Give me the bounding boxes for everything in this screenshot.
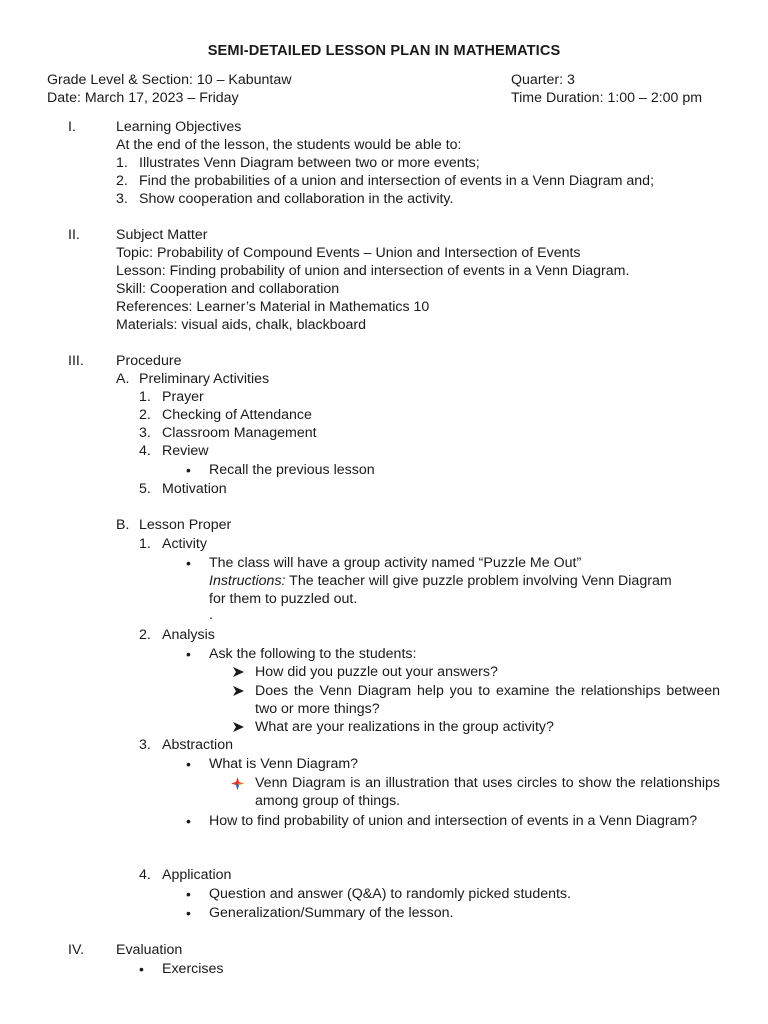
instructions-label: Instructions: — [209, 573, 286, 589]
objective-text: Illustrates Venn Diagram between two or more events; — [139, 155, 480, 171]
section-numeral-iv: IV. — [68, 942, 85, 958]
analysis-question: How did you puzzle out your answers? — [255, 664, 498, 680]
subject-heading: Subject Matter — [116, 227, 208, 243]
activity-instructions — [209, 572, 672, 590]
objectives-heading: Learning Objectives — [116, 119, 242, 135]
item-text: Classroom Management — [162, 425, 317, 441]
activity-bullet-text: The class will have a group activity named “Puzzle Me Out” — [209, 555, 582, 571]
bullet-icon: • — [186, 462, 191, 478]
item-number: 3. — [139, 425, 151, 441]
abstraction-question: What is Venn Diagram? — [209, 756, 359, 772]
item-text: Review — [162, 443, 209, 459]
item-text: Checking of Attendance — [162, 407, 312, 423]
application-bullet-text: Generalization/Summary of the lesson. — [209, 905, 454, 921]
evaluation-bullet-text: Exercises — [162, 961, 224, 977]
arrow-bullet-icon — [233, 722, 245, 732]
application-label: Application — [162, 867, 232, 883]
four-point-star-icon — [231, 777, 244, 790]
bullet-icon: • — [186, 905, 191, 921]
evaluation-heading: Evaluation — [116, 942, 183, 958]
section-numeral-iii: III. — [68, 353, 84, 369]
subject-materials: Materials: visual aids, chalk, blackboard — [116, 317, 366, 333]
application-bullet-text: Question and answer (Q&A) to randomly picked students. — [209, 886, 571, 902]
bullet-icon: • — [186, 813, 191, 829]
procedure-heading: Procedure — [116, 353, 182, 369]
item-number: 1. — [139, 536, 151, 552]
arrow-bullet-icon — [233, 667, 245, 677]
item-number: 2. — [139, 627, 151, 643]
item-text: Motivation — [162, 481, 227, 497]
abstraction-question: How to find probability of union and intersection of events in a Venn Diagram? — [209, 813, 698, 829]
item-number: 5. — [139, 481, 151, 497]
venn-definition: Venn Diagram is an illustration that uses circles to show the relationships among group of things. — [255, 775, 720, 809]
arrow-bullet-icon — [233, 686, 245, 696]
lesson-proper-heading: Lesson Proper — [139, 517, 232, 533]
activity-label: Activity — [162, 536, 207, 552]
analysis-bullet-text: Ask the following to the students: — [209, 646, 417, 662]
objective-text: Show cooperation and collaboration in the activity. — [139, 191, 454, 207]
bullet-icon: • — [186, 756, 191, 772]
bullet-icon: • — [186, 646, 191, 662]
quarter: Quarter: 3 — [511, 72, 575, 88]
bullet-icon: • — [186, 886, 191, 902]
objective-number: 3. — [116, 191, 128, 207]
section-numeral-ii: II. — [68, 227, 80, 243]
time-duration: Time Duration: 1:00 – 2:00 pm — [511, 90, 703, 106]
subject-references: References: Learner’s Material in Mathematics 10 — [116, 299, 430, 315]
preliminary-heading: Preliminary Activities — [139, 371, 270, 387]
objective-number: 2. — [116, 173, 128, 189]
subject-topic: Topic: Probability of Compound Events – Union and Intersection of Events — [116, 245, 581, 261]
item-number: 4. — [139, 867, 151, 883]
item-number: 4. — [139, 443, 151, 459]
analysis-question: Does the Venn Diagram help you to examine the relationships between two or more things? — [255, 683, 720, 717]
subject-lesson: Lesson: Finding probability of union and intersection of events in a Venn Diagram. — [116, 263, 630, 279]
activity-instructions-cont: for them to puzzled out. — [209, 591, 358, 607]
bullet-icon: • — [186, 555, 191, 571]
analysis-question: What are your realizations in the group activity? — [255, 719, 554, 735]
grade-section: Grade Level & Section: 10 – Kabuntaw — [47, 72, 292, 88]
item-number: 2. — [139, 407, 151, 423]
objective-text: Find the probabilities of a union and intersection of events in a Venn Diagram and; — [139, 173, 655, 189]
objectives-intro: At the end of the lesson, the students would be able to: — [116, 137, 462, 153]
objective-number: 1. — [116, 155, 128, 171]
item-number: 3. — [139, 737, 151, 753]
stray-period: . — [209, 607, 213, 623]
section-numeral-i: I. — [68, 119, 76, 135]
document-title: SEMI-DETAILED LESSON PLAN IN MATHEMATICS — [207, 43, 561, 59]
analysis-label: Analysis — [162, 627, 215, 643]
subject-skill: Skill: Cooperation and collaboration — [116, 281, 340, 297]
item-text: Prayer — [162, 389, 204, 405]
subsection-letter-b: B. — [116, 517, 130, 533]
review-bullet-text: Recall the previous lesson — [209, 462, 375, 478]
item-number: 1. — [139, 389, 151, 405]
subsection-letter-a: A. — [116, 371, 130, 387]
abstraction-label: Abstraction — [162, 737, 233, 753]
bullet-icon: • — [139, 961, 144, 977]
date: Date: March 17, 2023 – Friday — [47, 90, 239, 106]
instructions-text: The teacher will give puzzle problem involving Venn Diagram — [285, 573, 672, 589]
